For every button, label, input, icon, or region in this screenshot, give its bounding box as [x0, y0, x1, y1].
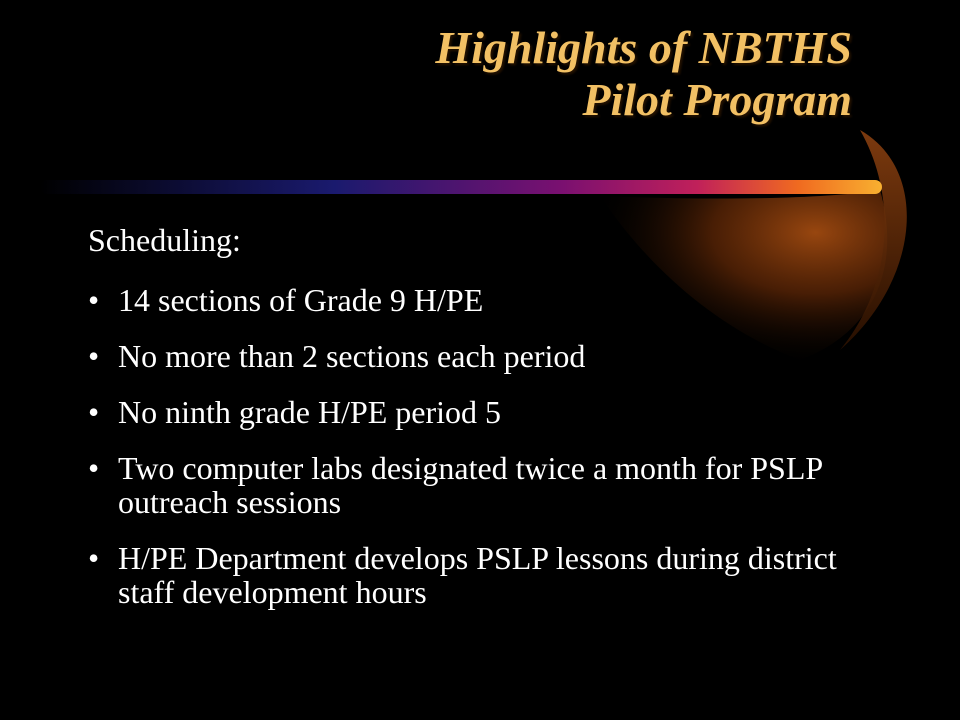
bullet-item: [88, 339, 888, 373]
bullet-item: [88, 395, 888, 429]
slide-title-line-1: Highlights of NBTHS: [435, 22, 852, 73]
section-heading: Scheduling:: [88, 222, 241, 258]
bullet-dot-icon: •: [88, 282, 100, 318]
slide-title: [435, 22, 852, 126]
bullet-item: [88, 283, 888, 317]
bullet-text: H/PE Department develops PSLP lessons during district staff development hours: [118, 540, 837, 610]
bullet-dot-icon: •: [88, 394, 100, 430]
slide-title-line-2: Pilot Program: [582, 74, 852, 125]
bullet-text: No ninth grade H/PE period 5: [118, 394, 502, 430]
bullet-text: Two computer labs designated twice a month for PSLP outreach sessions: [118, 450, 822, 520]
bullet-list: [88, 283, 888, 609]
bullet-text: 14 sections of Grade 9 H/PE: [118, 282, 484, 318]
bullet-item: [88, 541, 888, 609]
bullet-dot-icon: •: [88, 450, 100, 486]
bullet-dot-icon: •: [88, 540, 100, 576]
bullet-item: [88, 451, 888, 519]
bullet-dot-icon: •: [88, 338, 100, 374]
swoosh-bar: [40, 180, 882, 194]
bullet-text: No more than 2 sections each period: [118, 338, 586, 374]
slide-body: [88, 220, 888, 609]
